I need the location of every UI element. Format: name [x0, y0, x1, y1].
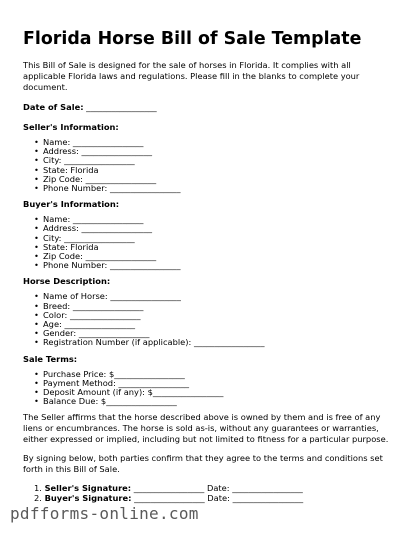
seller-city-field[interactable]: • City: _________________: [34, 156, 395, 165]
buyer-zip-field[interactable]: • Zip Code: _________________: [34, 252, 395, 261]
purchase-price-field[interactable]: • Purchase Price: $_________________: [34, 370, 395, 379]
seller-name-field[interactable]: • Name: _________________: [34, 138, 395, 147]
horse-age-field[interactable]: • Age: _________________: [34, 320, 395, 329]
seller-signature-blank[interactable]: _________________: [133, 483, 205, 494]
agreement-paragraph: By signing below, both parties confirm that they agree to the terms and conditions set forth in this Bill of Sale.: [23, 453, 383, 475]
buyer-fields-list: [23, 215, 395, 270]
seller-phone-field[interactable]: • Phone Number: _________________: [34, 184, 395, 193]
signature-number: 2.: [34, 493, 42, 504]
buyer-name-field[interactable]: • Name: _________________: [34, 215, 395, 224]
document-title: Florida Horse Bill of Sale Template: [23, 29, 362, 49]
balance-due-field[interactable]: • Balance Due: $_________________: [34, 397, 395, 406]
horse-registration-field[interactable]: • Registration Number (if applicable): _________________: [34, 338, 395, 347]
buyer-signature-label: Buyer's Signature:: [44, 493, 132, 504]
buyer-signature-blank[interactable]: _________________: [134, 493, 205, 504]
seller-address-field[interactable]: • Address: _________________: [34, 147, 395, 156]
seller-fields-list: [23, 138, 395, 193]
date-of-sale-label: Date of Sale:: [23, 102, 84, 112]
site-watermark: pdfforms-online.com: [10, 504, 199, 523]
buyer-phone-field[interactable]: • Phone Number: _________________: [34, 261, 395, 270]
buyer-city-field[interactable]: • City: _________________: [34, 234, 395, 243]
deposit-amount-field[interactable]: • Deposit Amount (if any): $_________________: [34, 388, 395, 397]
affirmation-paragraph: The Seller affirms that the horse described above is owned by them and is free of any liens or encumbrances. The horse is sold as-is, without any guarantees or warranties, either expressed or implied, including but not limited to fitness for a particular purpose.: [23, 412, 389, 445]
date-of-sale-blank[interactable]: _________________: [86, 102, 157, 112]
horse-name-field[interactable]: • Name of Horse: _________________: [34, 292, 395, 301]
buyer-address-field[interactable]: • Address: _________________: [34, 224, 395, 233]
document-page: [23, 28, 395, 503]
signature-list: [23, 483, 395, 503]
intro-paragraph: This Bill of Sale is designed for the sale of horses in Florida. It complies with all applicable Florida laws and regulations. Please fill in the blanks to complete your document.: [23, 60, 360, 92]
buyer-date-blank[interactable]: _________________: [232, 493, 304, 504]
buyer-state-field: • State: Florida: [34, 243, 395, 252]
sale-terms-list: [23, 370, 395, 407]
buyer-date-label: Date:: [207, 493, 230, 504]
horse-fields-list: [23, 292, 395, 347]
seller-date-blank[interactable]: _________________: [232, 483, 303, 494]
sale-terms-heading: Sale Terms:: [23, 353, 78, 364]
buyer-heading: Buyer's Information:: [23, 199, 120, 210]
horse-breed-field[interactable]: • Breed: _________________: [34, 302, 395, 311]
seller-heading: Seller's Information:: [23, 122, 119, 132]
payment-method-field[interactable]: • Payment Method: _________________: [34, 379, 395, 388]
horse-color-field[interactable]: • Color: _________________: [34, 311, 395, 320]
horse-gender-field[interactable]: • Gender: _________________: [34, 329, 395, 338]
seller-zip-field[interactable]: • Zip Code: _________________: [34, 175, 395, 184]
seller-signature-label: Seller's Signature:: [44, 483, 132, 494]
seller-signature-line: [34, 483, 395, 493]
buyer-signature-line: [34, 493, 395, 503]
seller-date-label: Date:: [206, 483, 230, 494]
horse-heading: Horse Description:: [23, 276, 111, 287]
signature-number: 1.: [34, 483, 42, 494]
date-of-sale-line: [23, 102, 395, 113]
seller-state-field: • State: Florida: [34, 166, 395, 175]
